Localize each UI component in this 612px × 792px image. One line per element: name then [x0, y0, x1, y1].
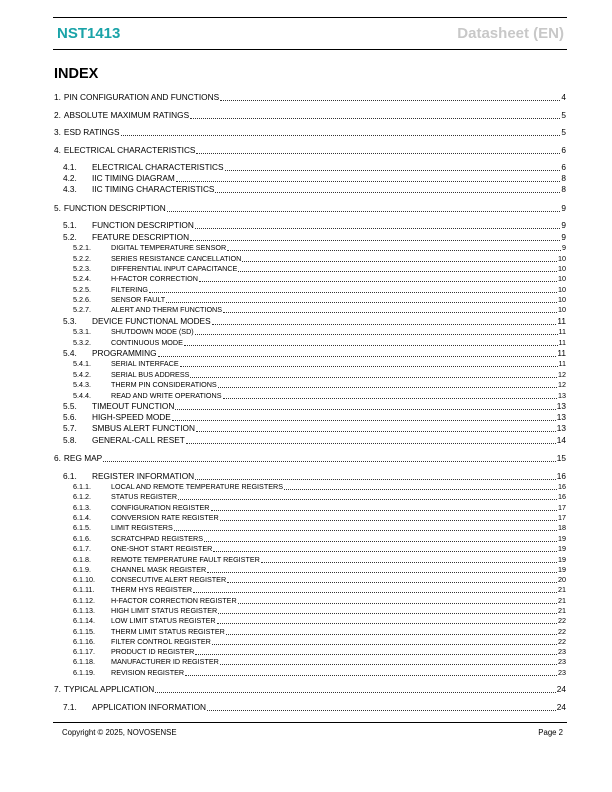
toc-entry[interactable] — [63, 162, 566, 173]
toc-entry-number: 6.1.4. — [73, 513, 91, 522]
toc-entry-title: IIC TIMING CHARACTERISTICS — [92, 184, 215, 194]
toc-entry-page: 19 — [558, 555, 566, 564]
toc-entry-page: 23 — [558, 647, 566, 656]
toc-entry-number: 6.1.8. — [73, 555, 91, 564]
toc-entry-number: 6.1.15. — [73, 627, 95, 636]
toc-entry-page: 15 — [556, 453, 566, 463]
toc-entry-number: 5.8. — [63, 435, 77, 445]
toc-entry-page: 5 — [561, 110, 566, 120]
toc-entry[interactable] — [73, 242, 566, 253]
toc-entry-number: 5.2.4. — [73, 274, 91, 283]
toc-entry-page: 10 — [558, 285, 566, 294]
toc-dot-leader — [238, 271, 557, 272]
toc-dot-leader — [190, 118, 560, 119]
toc-entry-page: 20 — [558, 575, 566, 584]
toc-dot-leader — [196, 153, 560, 154]
toc-entry-page: 18 — [558, 523, 566, 532]
toc-entry-page: 13 — [556, 401, 566, 411]
toc-dot-leader — [223, 312, 557, 313]
toc-entry-number: 6.1.13. — [73, 606, 95, 615]
toc-entry-title: HIGH-SPEED MODE — [92, 412, 171, 422]
toc-entry-page: 23 — [558, 657, 566, 666]
toc-entry-title: ABSOLUTE MAXIMUM RATINGS — [63, 110, 190, 120]
toc-entry-number: 6.1.10. — [73, 575, 95, 584]
toc-dot-leader — [199, 281, 557, 282]
toc-dot-leader — [227, 250, 561, 251]
toc-entry-page: 24 — [556, 684, 566, 694]
toc-entry-number: 7.1. — [63, 702, 77, 712]
toc-entry[interactable] — [73, 584, 566, 595]
toc-entry-number: 6.1.16. — [73, 637, 95, 646]
toc-entry-number: 5.4.1. — [73, 359, 91, 368]
toc-dot-leader — [196, 431, 556, 432]
toc-entry-title: THERM LIMIT STATUS REGISTER — [111, 627, 225, 636]
toc-entry[interactable] — [73, 273, 566, 284]
toc-dot-leader — [195, 479, 556, 480]
toc-entry-number: 4.3. — [63, 184, 77, 194]
toc-dot-leader — [227, 582, 557, 583]
toc-entry[interactable] — [73, 522, 566, 533]
toc-entry-title: ONE-SHOT START REGISTER — [111, 544, 213, 553]
toc-entry-page: 21 — [558, 606, 566, 615]
toc-entry-page: 9 — [561, 220, 566, 230]
toc-entry[interactable] — [73, 379, 566, 390]
toc-entry[interactable] — [54, 453, 566, 464]
toc-entry-title: FILTER CONTROL REGISTER — [111, 637, 211, 646]
toc-entry-number: 7. — [54, 684, 61, 694]
document-type: Datasheet (EN) — [457, 25, 564, 42]
toc-dot-leader — [186, 443, 556, 444]
toc-dot-leader — [195, 228, 561, 229]
toc-dot-leader — [172, 420, 556, 421]
toc-entry-title: H-FACTOR CORRECTION REGISTER — [111, 596, 237, 605]
toc-dot-leader — [149, 292, 557, 293]
toc-entry-page: 16 — [556, 471, 566, 481]
toc-entry-page: 19 — [558, 565, 566, 574]
toc-dot-leader — [166, 302, 557, 303]
toc-entry-title: TYPICAL APPLICATION — [63, 684, 155, 694]
toc-entry[interactable] — [54, 203, 566, 214]
toc-entry[interactable] — [63, 220, 566, 231]
toc-entry-title: READ AND WRITE OPERATIONS — [111, 391, 222, 400]
toc-entry-title: IIC TIMING DIAGRAM — [92, 173, 175, 183]
toc-entry-title: ALERT AND THERM FUNCTIONS — [111, 305, 223, 314]
toc-entry[interactable] — [63, 173, 566, 184]
toc-dot-leader — [215, 192, 560, 193]
toc-entry-page: 14 — [556, 435, 566, 445]
toc-dot-leader — [167, 211, 561, 212]
toc-entry-title: HIGH LIMIT STATUS REGISTER — [111, 606, 218, 615]
toc-dot-leader — [220, 100, 560, 101]
toc-entry-title: DIGITAL TEMPERATURE SENSOR — [111, 243, 227, 252]
toc-entry-title: SMBUS ALERT FUNCTION — [92, 423, 195, 433]
toc-dot-leader — [195, 654, 557, 655]
toc-dot-leader — [220, 664, 557, 665]
toc-entry[interactable] — [73, 656, 566, 667]
toc-entry-page: 8 — [561, 173, 566, 183]
toc-dot-leader — [180, 366, 558, 367]
toc-dot-leader — [121, 135, 561, 136]
toc-entry-page: 24 — [556, 702, 566, 712]
toc-entry-page: 10 — [558, 305, 566, 314]
toc-entry-number: 4.2. — [63, 173, 77, 183]
toc-dot-leader — [155, 692, 555, 693]
toc-entry-number: 5.2.7. — [73, 305, 91, 314]
footer-rule — [53, 722, 567, 723]
toc-entry-page: 22 — [558, 637, 566, 646]
toc-entry-number: 6.1.3. — [73, 503, 91, 512]
toc-dot-leader — [225, 170, 561, 171]
toc-dot-leader — [212, 644, 557, 645]
toc-entry-title: REVISION REGISTER — [111, 668, 185, 677]
toc-entry-number: 5.2.3. — [73, 264, 91, 273]
toc-entry[interactable] — [63, 412, 566, 423]
toc-entry-number: 4.1. — [63, 162, 77, 172]
toc-entry-title: MANUFACTURER ID REGISTER — [111, 657, 219, 666]
toc-entry-number: 6.1.12. — [73, 596, 95, 605]
toc-entry-page: 11 — [557, 348, 566, 358]
toc-entry-number: 6.1.11. — [73, 585, 95, 594]
toc-entry-title: FUNCTION DESCRIPTION — [63, 203, 166, 213]
toc-entry-page: 6 — [561, 162, 566, 172]
toc-entry-title: CHANNEL MASK REGISTER — [111, 565, 207, 574]
toc-entry[interactable] — [73, 358, 566, 369]
toc-dot-leader — [185, 675, 557, 676]
toc-entry-title: CONVERSION RATE REGISTER — [111, 513, 219, 522]
toc-entry-title: STATUS REGISTER — [111, 492, 178, 501]
toc-entry-title: FEATURE DESCRIPTION — [92, 232, 190, 242]
toc-dot-leader — [223, 398, 558, 399]
toc-entry-title: REG MAP — [63, 453, 103, 463]
toc-entry[interactable] — [63, 702, 566, 713]
toc-entry-page: 16 — [558, 482, 566, 491]
toc-entry-title: THERM PIN CONSIDERATIONS — [111, 380, 217, 389]
toc-entry[interactable] — [54, 127, 566, 138]
toc-dot-leader — [184, 345, 558, 346]
toc-entry-page: 9 — [561, 232, 566, 242]
toc-entry-number: 6.1.9. — [73, 565, 91, 574]
toc-dot-leader — [238, 603, 557, 604]
toc-entry-page: 10 — [558, 295, 566, 304]
footer-copyright: Copyright © 2025, NOVOSENSE — [62, 728, 177, 737]
toc-dot-leader — [220, 520, 557, 521]
toc-entry[interactable] — [54, 684, 566, 695]
toc-entry-title: SHUTDOWN MODE (SD) — [111, 327, 194, 336]
toc-entry[interactable] — [54, 145, 566, 156]
toc-entry-number: 5.4. — [63, 348, 77, 358]
toc-dot-leader — [174, 530, 557, 531]
toc-entry-number: 5.2.6. — [73, 295, 91, 304]
toc-entry-page: 8 — [561, 184, 566, 194]
toc-entry-title: DIFFERENTIAL INPUT CAPACITANCE — [111, 264, 238, 273]
toc-dot-leader — [217, 623, 557, 624]
toc-entry-title: SERIES RESISTANCE CANCELLATION — [111, 254, 242, 263]
toc-entry-number: 6.1.5. — [73, 523, 91, 532]
toc-entry[interactable] — [73, 667, 566, 678]
toc-entry-page: 22 — [558, 627, 566, 636]
toc-entry-title: SERIAL INTERFACE — [111, 359, 179, 368]
toc-entry-title: CONSECUTIVE ALERT REGISTER — [111, 575, 227, 584]
toc-entry-title: CONFIGURATION REGISTER — [111, 503, 210, 512]
toc-entry[interactable] — [54, 110, 566, 121]
toc-entry-page: 10 — [558, 264, 566, 273]
toc-entry-page: 6 — [561, 145, 566, 155]
toc-entry-number: 5.6. — [63, 412, 77, 422]
toc-entry-title: GENERAL-CALL RESET — [92, 435, 185, 445]
toc-entry-number: 5.2. — [63, 232, 77, 242]
toc-entry-number: 5.2.5. — [73, 285, 91, 294]
toc-dot-leader — [175, 409, 555, 410]
toc-entry-page: 21 — [558, 585, 566, 594]
toc-entry-page: 4 — [561, 92, 566, 102]
toc-dot-leader — [207, 710, 556, 711]
toc-entry-title: CONTINUOUS MODE — [111, 338, 183, 347]
index-title: INDEX — [54, 66, 99, 82]
toc-entry-title: THERM HYS REGISTER — [111, 585, 193, 594]
toc-dot-leader — [176, 181, 561, 182]
toc-entry-title: FILTERING — [111, 285, 149, 294]
toc-entry-page: 13 — [556, 423, 566, 433]
toc-entry-number: 6.1.1. — [73, 482, 91, 491]
toc-entry-page: 9 — [561, 203, 566, 213]
toc-entry-title: ELECTRICAL CHARACTERISTICS — [63, 145, 196, 155]
toc-entry-title: REMOTE TEMPERATURE FAULT REGISTER — [111, 555, 260, 564]
toc-entry[interactable] — [54, 92, 566, 103]
toc-dot-leader — [207, 572, 557, 573]
toc-entry-title: ESD RATINGS — [63, 127, 120, 137]
toc-dot-leader — [242, 261, 557, 262]
toc-entry-number: 5.4.4. — [73, 391, 91, 400]
toc-dot-leader — [212, 324, 557, 325]
toc-entry-title: SENSOR FAULT — [111, 295, 166, 304]
toc-entry-number: 5.3. — [63, 316, 77, 326]
toc-entry[interactable] — [73, 304, 566, 315]
toc-entry-number: 5.4.3. — [73, 380, 91, 389]
toc-entry-title: PRODUCT ID REGISTER — [111, 647, 195, 656]
toc-entry-title: DEVICE FUNCTIONAL MODES — [92, 316, 211, 326]
toc-dot-leader — [190, 240, 560, 241]
toc-dot-leader — [218, 387, 557, 388]
toc-entry-number: 5.1. — [63, 220, 77, 230]
product-name: NST1413 — [57, 25, 121, 42]
toc-entry-page: 17 — [558, 503, 566, 512]
toc-dot-leader — [261, 562, 557, 563]
toc-entry-page: 11 — [558, 327, 566, 336]
toc-entry-number: 6.1.17. — [73, 647, 95, 656]
toc-entry-title: PROGRAMMING — [92, 348, 157, 358]
toc-entry-page: 10 — [558, 274, 566, 283]
toc-entry-title: PIN CONFIGURATION AND FUNCTIONS — [63, 92, 220, 102]
toc-entry-number: 5.4.2. — [73, 370, 91, 379]
toc-dot-leader — [284, 489, 557, 490]
toc-entry-number: 6.1. — [63, 471, 77, 481]
toc-entry-page: 21 — [558, 596, 566, 605]
toc-entry-number: 5.3.2. — [73, 338, 91, 347]
toc-entry-page: 16 — [558, 492, 566, 501]
toc-dot-leader — [213, 551, 557, 552]
toc-entry[interactable] — [73, 615, 566, 626]
toc-entry-title: FUNCTION DESCRIPTION — [92, 220, 194, 230]
toc-entry-number: 5.2.2. — [73, 254, 91, 263]
toc-entry[interactable] — [63, 423, 566, 434]
toc-entry[interactable] — [73, 326, 566, 337]
toc-dot-leader — [226, 634, 557, 635]
toc-entry-number: 2. — [54, 110, 61, 120]
toc-entry-number: 6.1.18. — [73, 657, 95, 666]
toc-dot-leader — [178, 499, 557, 500]
toc-entry-number: 5.5. — [63, 401, 77, 411]
toc-entry-page: 13 — [558, 391, 566, 400]
toc-entry[interactable] — [63, 435, 566, 446]
toc-entry-number: 6.1.14. — [73, 616, 95, 625]
toc-entry-page: 19 — [558, 534, 566, 543]
toc-entry-number: 5.7. — [63, 423, 77, 433]
toc-entry-page: 5 — [561, 127, 566, 137]
toc-entry-page: 13 — [556, 412, 566, 422]
toc-entry-number: 4. — [54, 145, 61, 155]
toc-entry-page: 23 — [558, 668, 566, 677]
toc-dot-leader — [158, 356, 557, 357]
toc-entry-page: 9 — [562, 243, 566, 252]
toc-entry-number: 5.3.1. — [73, 327, 91, 336]
toc-entry-page: 11 — [558, 359, 566, 368]
toc-dot-leader — [218, 613, 557, 614]
toc-dot-leader — [211, 510, 558, 511]
footer-page-number: Page 2 — [538, 728, 563, 737]
toc-entry-title: ELECTRICAL CHARACTERISTICS — [92, 162, 224, 172]
toc-entry[interactable] — [73, 337, 566, 348]
toc-entry-page: 19 — [558, 544, 566, 553]
toc-entry-number: 6. — [54, 453, 61, 463]
toc-entry-title: TIMEOUT FUNCTION — [92, 401, 175, 411]
toc-entry[interactable] — [73, 491, 566, 502]
toc-entry-number: 6.1.19. — [73, 668, 95, 677]
toc-entry-title: LOW LIMIT STATUS REGISTER — [111, 616, 216, 625]
toc-entry-page: 12 — [558, 370, 566, 379]
toc-entry[interactable] — [73, 390, 566, 401]
toc-entry[interactable] — [63, 401, 566, 412]
toc-entry-page: 11 — [557, 316, 566, 326]
toc-dot-leader — [195, 334, 558, 335]
toc-entry-title: LOCAL AND REMOTE TEMPERATURE REGISTERS — [111, 482, 283, 491]
toc-entry-number: 1. — [54, 92, 61, 102]
toc-entry-title: REGISTER INFORMATION — [92, 471, 195, 481]
toc-entry-page: 10 — [558, 254, 566, 263]
toc-entry-title: SERIAL BUS ADDRESS — [111, 370, 190, 379]
toc-entry-page: 17 — [558, 513, 566, 522]
toc-entry-page: 12 — [558, 380, 566, 389]
toc-entry-title: SCRATCHPAD REGISTERS — [111, 534, 203, 543]
toc-entry-number: 5. — [54, 203, 61, 213]
toc-entry-number: 6.1.2. — [73, 492, 91, 501]
toc-entry-title: LIMIT REGISTERS — [111, 523, 173, 532]
toc-entry-page: 22 — [558, 616, 566, 625]
toc-entry[interactable] — [73, 543, 566, 554]
toc-dot-leader — [204, 541, 557, 542]
toc-dot-leader — [103, 461, 556, 462]
toc-entry-number: 6.1.7. — [73, 544, 91, 553]
toc-entry[interactable] — [63, 184, 566, 195]
toc-entry-number: 3. — [54, 127, 61, 137]
toc-entry-number: 6.1.6. — [73, 534, 91, 543]
toc-entry-page: 11 — [558, 338, 566, 347]
toc-entry-title: APPLICATION INFORMATION — [92, 702, 207, 712]
toc-entry-title: H-FACTOR CORRECTION — [111, 274, 198, 283]
toc-dot-leader — [193, 592, 557, 593]
toc-dot-leader — [190, 377, 557, 378]
toc-entry-number: 5.2.1. — [73, 243, 91, 252]
